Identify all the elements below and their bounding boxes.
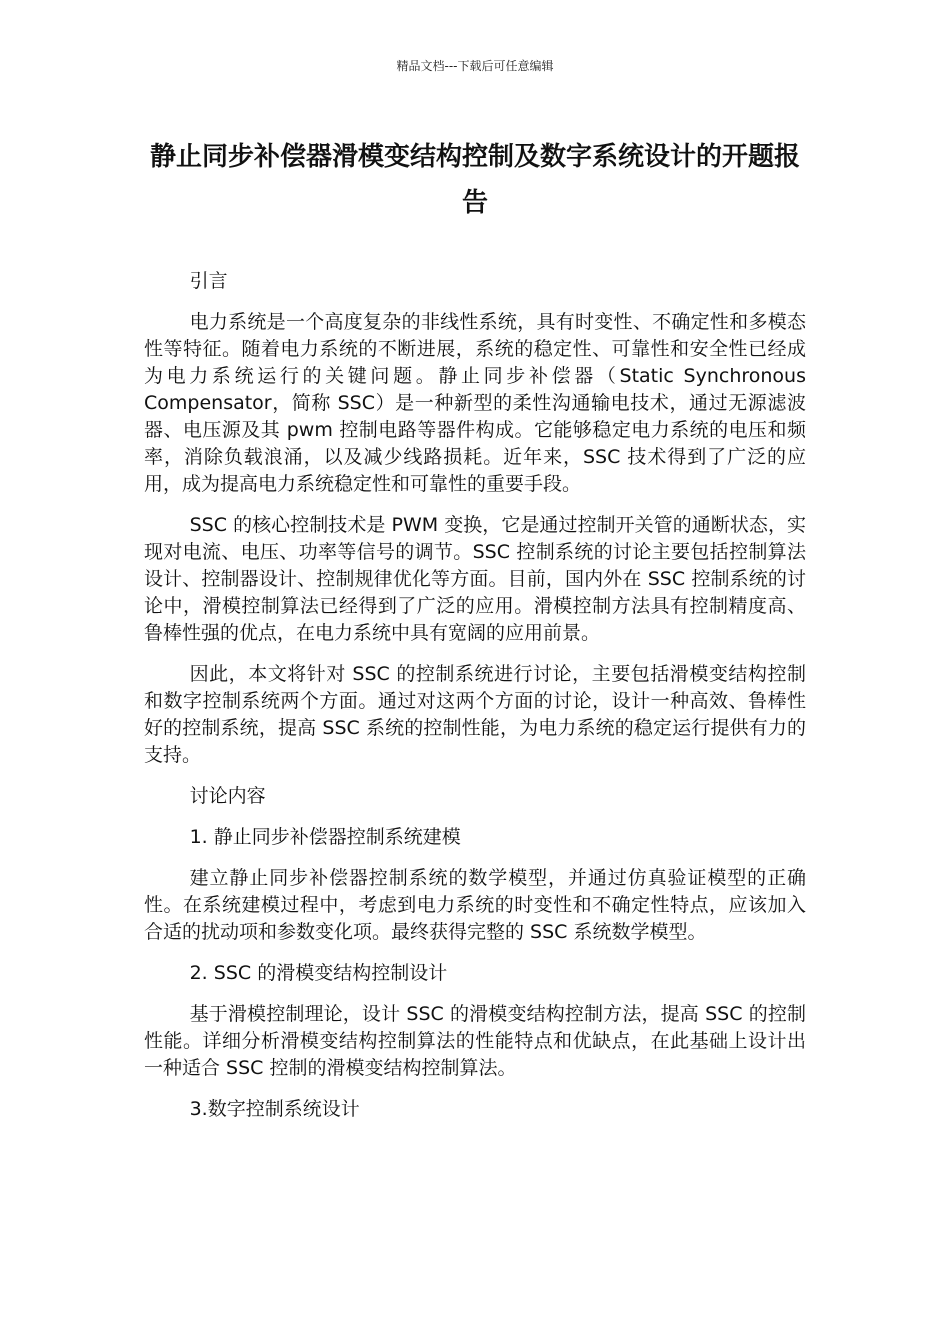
item3-heading: 3.数字控制系统设计 [189,1098,360,1120]
document-title: 静止同步补偿器滑模变结构控制及数字系统设计的开题报告 [149,142,800,218]
item2-paragraph: 基于滑模控制理论，设计 SSC 的滑模变结构控制方法，提高 SSC 的控制性能。详细分析滑模变结构控制算法的性能特点和优缺点，在此基础上设计出一种适合 SSC 控制的滑模变结构控制算法。 [144,1003,806,1079]
document-body [144,268,806,1137]
intro-paragraph-1: 电力系统是一个高度复杂的非线性系统，具有时变性、不确定性和多模态性等特征。随着电力系统的不断进展，系统的稳定性、可靠性和安全性已经成为电力系统运行的关键问题。静止同步补偿器（Static Synchronous Compensator，简称 SSC）是一种新型的柔性沟通输电技术，通过无源滤波器、电压源及其 pwm 控制电路等器件构成。它能够稳定电力系统的电压和频率，消除负载浪涌，以及减少线路损耗。近年来，SSC 技术得到了广泛的应用，成为提高电力系统稳定性和可靠性的重要手段。 [144,311,806,495]
item1-paragraph: 建立静止同步补偿器控制系统的数学模型，并通过仿真验证模型的正确性。在系统建模过程中，考虑到电力系统的时变性和不确定性特点，应该加入合适的扰动项和参数变化项。最终获得完整的 SSC 系统数学模型。 [144,867,806,943]
intro-paragraph-3: 因此，本文将针对 SSC 的控制系统进行讨论，主要包括滑模变结构控制和数字控制系统两个方面。通过对这两个方面的讨论，设计一种高效、鲁棒性好的控制系统，提高 SSC 系统的控制性能，为电力系统的稳定运行提供有力的支持。 [144,663,806,766]
intro-heading: 引言 [189,270,228,292]
item2-heading: 2. SSC 的滑模变结构控制设计 [189,962,448,984]
item1-heading: 1. 静止同步补偿器控制系统建模 [189,826,461,848]
header-note: 精品文档---下载后可任意编辑 [396,59,554,73]
intro-paragraph-2: SSC 的核心控制技术是 PWM 变换，它是通过控制开关管的通断状态，实现对电流、电压、功率等信号的调节。SSC 控制系统的讨论主要包括控制算法设计、控制器设计、控制规律优化等方面。目前，国内外在 SSC 控制系统的讨论中，滑模控制算法已经得到了广泛的应用。滑模控制方法具有控制精度高、鲁棒性强的优点，在电力系统中具有宽阔的应用前景。 [144,514,806,644]
content-heading: 讨论内容 [189,785,266,807]
